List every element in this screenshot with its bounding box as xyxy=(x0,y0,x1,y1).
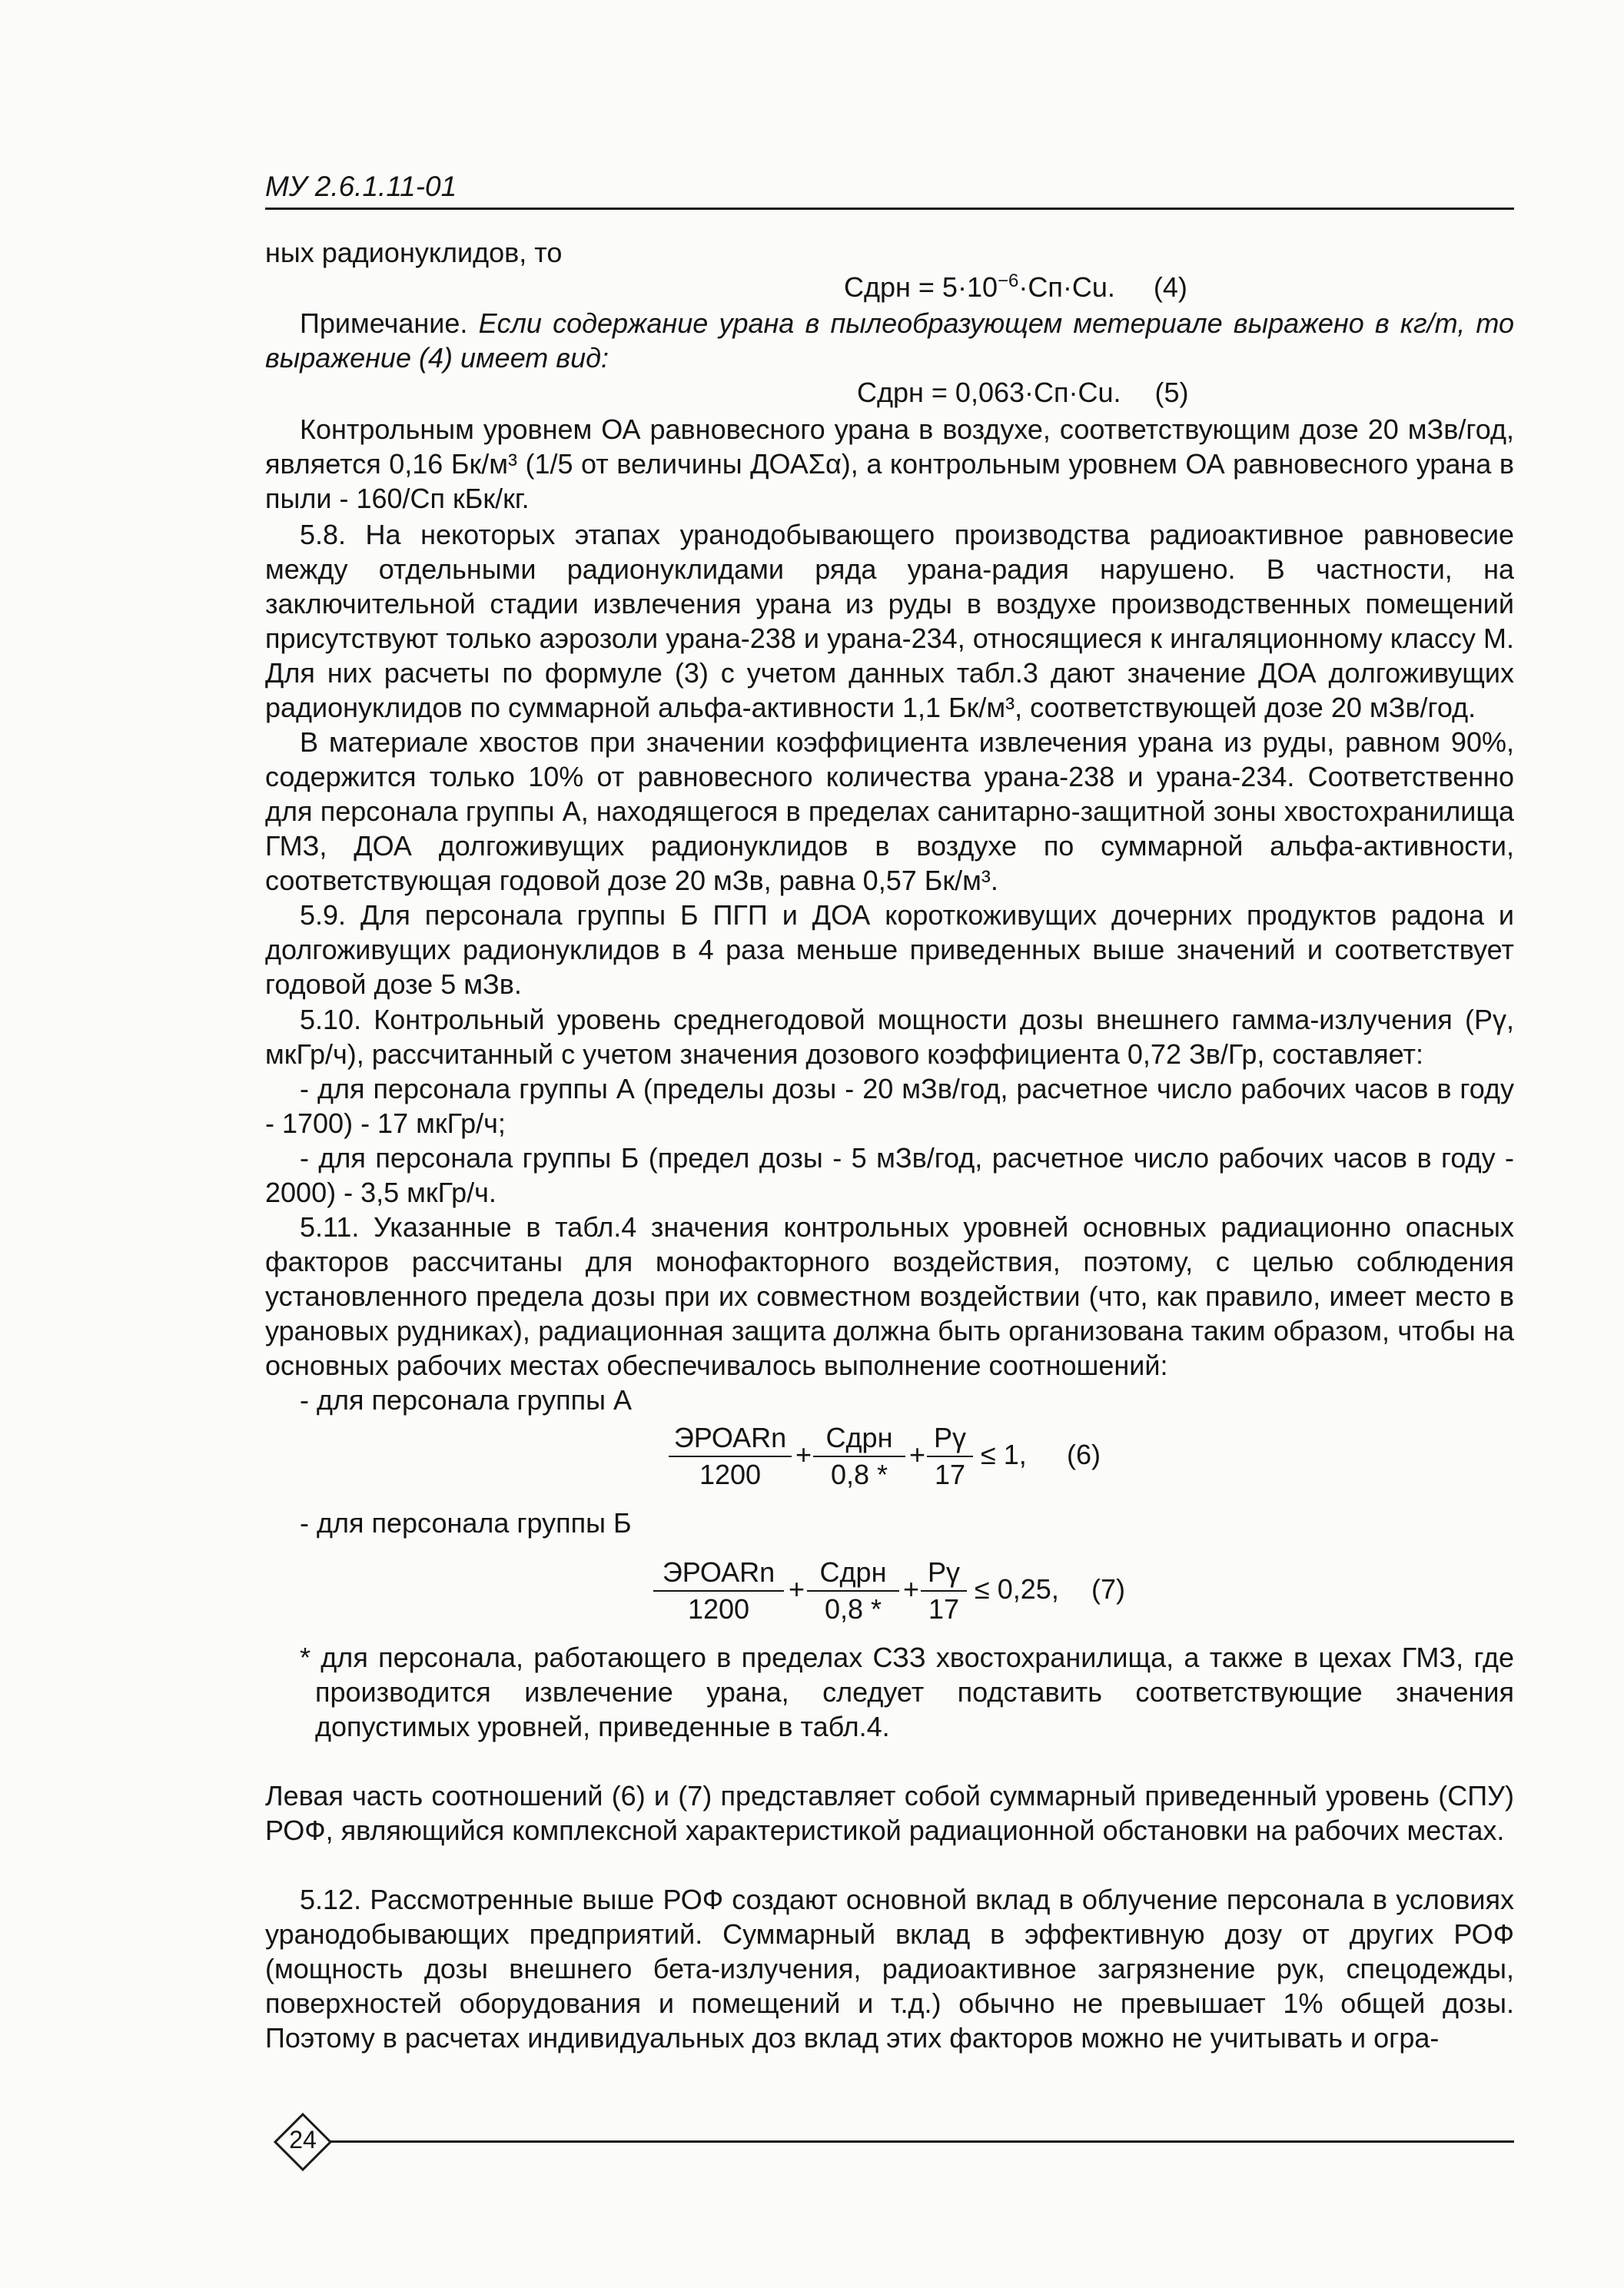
eq7-inequality: ≤ 0,25, xyxy=(975,1573,1059,1605)
eq6-inequality: ≤ 1, xyxy=(981,1439,1027,1470)
equation-5 xyxy=(857,377,1189,409)
eq6-plus-2: + xyxy=(909,1439,926,1470)
note-paragraph xyxy=(265,306,1514,375)
eq6-number: (6) xyxy=(1067,1439,1101,1470)
eq7-number: (7) xyxy=(1091,1573,1125,1605)
eq7-denominator-17: 17 xyxy=(928,1593,960,1625)
eq7-fraction-pgamma xyxy=(921,1556,967,1626)
eq6-numerator-eroa: ЭРОАRn xyxy=(669,1422,792,1457)
eq7-numerator-pgamma: Pγ xyxy=(921,1556,967,1592)
eq7-plus-2: + xyxy=(903,1573,920,1605)
eq7-denominator-1200: 1200 xyxy=(687,1593,750,1625)
paragraph-spu: Левая часть соотношений (6) и (7) представляет собой суммарный приведенный уровень (СПУ) РОФ, являющийся комплексной характеристикой радиационной обстановки на рабочих местах. xyxy=(265,1780,1514,1846)
eq7-plus-1: + xyxy=(789,1573,805,1605)
eq6-fraction-eroa xyxy=(669,1422,792,1491)
paragraph-continuation: ных радионуклидов, то xyxy=(265,237,563,268)
eq6-fraction-cdrn xyxy=(813,1422,905,1491)
eq7-numerator-eroa: ЭРОАRn xyxy=(653,1556,784,1592)
header-rule xyxy=(265,208,1514,210)
paragraph-5-9: 5.9. Для персонала группы Б ПГП и ДОА короткоживущих дочерних продуктов радона и долгоживущих радионуклидов в 4 раза меньше приведенных выше значений и соответствует годовой дозе 5 мЗв. xyxy=(265,899,1514,1000)
eq6-numerator-pgamma: Pγ xyxy=(927,1422,973,1457)
paragraph-control-level-uranium: Контрольным уровнем ОА равновесного урана в воздухе, соответствующим дозе 20 мЗв/год, является 0,16 Бк/м³ (1/5 от величины ДОАΣα), а контрольным уровнем ОА равновесного урана в пыли - 160/Сп кБк/кг. xyxy=(265,413,1514,514)
eq6-fraction-pgamma xyxy=(927,1422,973,1491)
eq7-denominator-08: 0,8 * xyxy=(824,1593,882,1625)
group-a-label: - для персонала группы А xyxy=(300,1384,633,1416)
note-label: Примечание. xyxy=(300,307,479,339)
list-item-group-a: - для персонала группы А (пределы дозы - 20 мЗв/год, расчетное число рабочих часов в году - 1700) - 17 мкГр/ч; xyxy=(265,1073,1514,1139)
equation-4-number: (4) xyxy=(1153,271,1187,303)
eq6-denominator-08: 0,8 * xyxy=(830,1459,888,1490)
equation-4 xyxy=(844,271,1187,304)
equation-4-lhs: Сдрн = 5·10 xyxy=(844,271,998,303)
list-item-group-b: - для персонала группы Б (предел дозы - 5 мЗв/год, расчетное число рабочих часов в году - 2000) - 3,5 мкГр/ч. xyxy=(265,1142,1514,1208)
eq7-fraction-cdrn xyxy=(807,1556,899,1626)
footer-rule xyxy=(330,2140,1514,2143)
eq7-fraction-eroa xyxy=(653,1556,784,1626)
page-number: 24 xyxy=(289,2126,317,2154)
document-code-header: МУ 2.6.1.11-01 xyxy=(265,171,457,202)
eq6-denominator-1200: 1200 xyxy=(699,1459,762,1490)
paragraph-tailings: В материале хвостов при значении коэффициента извлечения урана из руды, равном 90%, содержится только 10% от равновесного количества урана-238 и урана-234. Соответственно для персонала группы А, находящегося в пределах санитарно-защитной зоны хвостохранилища ГМЗ, ДОА долгоживущих радионуклидов в воздухе по суммарной альфа-активности, соответствующая годовой дозе 20 мЗв, равна 0,57 Бк/м³. xyxy=(265,726,1514,896)
footnote-asterisk: * для персонала, работающего в пределах СЗЗ хвостохранилища, а также в цехах ГМЗ, где производится извлечение урана, следует подставить соответствующие значения допустимых уровней, приведенные в табл.4. xyxy=(300,1642,1514,1742)
equation-4-rhs: ·Сп·Сu. xyxy=(1018,271,1115,303)
eq6-plus-1: + xyxy=(795,1439,812,1470)
paragraph-5-8: 5.8. На некоторых этапах уранодобывающего производства радиоактивное равновесие между отдельными радионуклидами ряда урана-радия нарушено. В частности, на заключительной стадии извлечения урана из руды в воздухе производственных помещений присутствуют только аэрозоли урана-238 и урана-234, относящиеся к ингаляционному классу М. Для них расчеты по формуле (3) с учетом данных табл.3 дают значение ДОА долгоживущих радионуклидов по суммарной альфа-активности 1,1 Бк/м³, соответствующей дозе 20 мЗв/год. xyxy=(265,519,1514,723)
paragraph-5-11: 5.11. Указанные в табл.4 значения контрольных уровней основных радиационно опасных факторов рассчитаны для монофакторного воздействия, поэтому, с целью соблюдения установленного предела дозы при их совместном воздействии (что, как правило, имеет место в урановых рудниках), радиационная защита должна быть организована таким образом, чтобы на основных рабочих местах обеспечивалось выполнение соотношений: xyxy=(265,1211,1514,1381)
note-text: Если содержание урана в пылеобразующем метериале выражено в кг/т, то выражение (4) имеет вид: xyxy=(265,307,1515,374)
eq6-numerator-cdrn: Сдрн xyxy=(813,1422,905,1457)
equation-4-exponent: −6 xyxy=(998,271,1019,291)
eq6-denominator-17: 17 xyxy=(934,1459,966,1490)
eq7-numerator-cdrn: Сдрн xyxy=(807,1556,899,1592)
paragraph-5-12: 5.12. Рассмотренные выше РОФ создают основной вклад в облучение персонала в условиях уранодобывающих предприятий. Суммарный вклад в эффективную дозу от других РОФ (мощность дозы внешнего бета-излучения, радиоактивное загрязнение рук, спецодежды, поверхностей оборудования и помещений и т.д.) обычно не превышает 1% общей дозы. Поэтому в расчетах индивидуальных доз вклад этих факторов можно не учитывать и огра- xyxy=(265,1884,1514,2054)
paragraph-5-10: 5.10. Контрольный уровень среднегодовой мощности дозы внешнего гамма-излучения (Рγ, мкГр/ч), рассчитанный с учетом значения дозового коэффициента 0,72 Зв/Гр, составляет: xyxy=(265,1004,1514,1070)
equation-5-body: Сдрн = 0,063·Сп·Сu. xyxy=(857,377,1121,408)
group-b-label: - для персонала группы Б xyxy=(300,1507,632,1539)
equation-5-number: (5) xyxy=(1154,377,1189,408)
